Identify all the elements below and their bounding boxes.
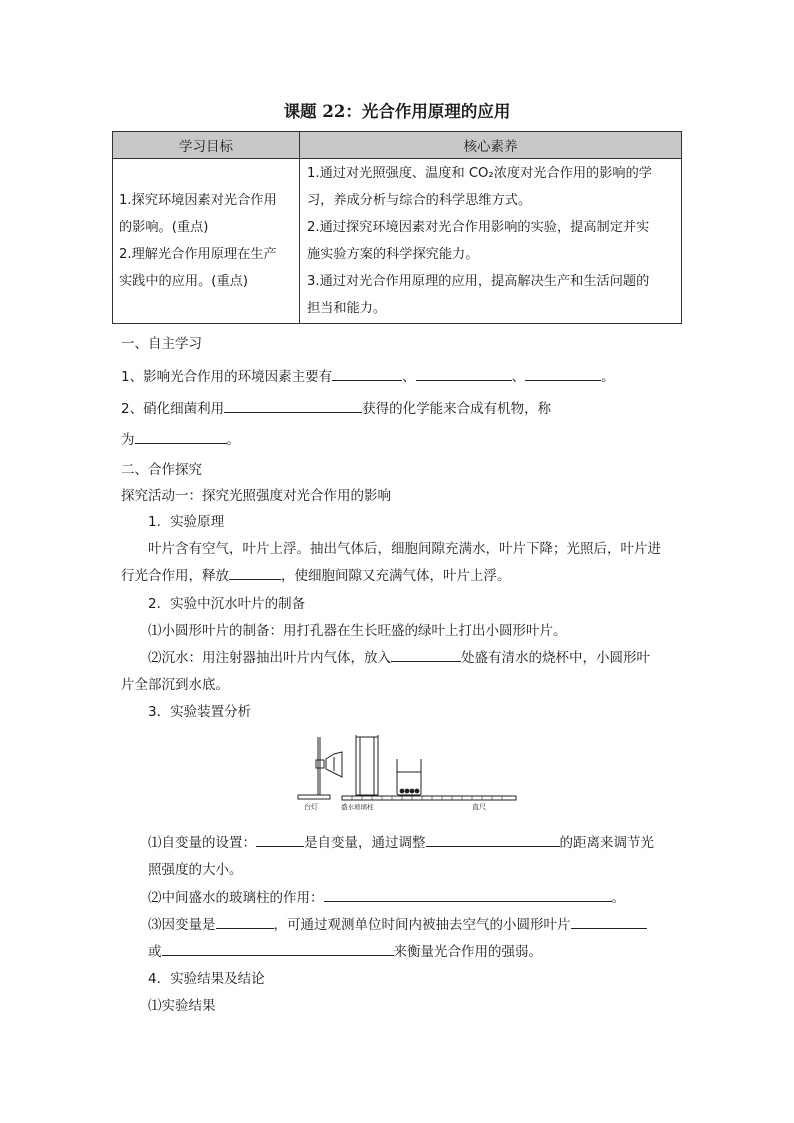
results-item-1: ⑴实验结果 [148, 998, 216, 1014]
question-text: ⑴自变量的设置： [148, 835, 256, 851]
answer-blank[interactable] [216, 914, 274, 929]
answer-blank[interactable] [224, 398, 362, 413]
question-text: 处盛有清水的烧杯中，小圆形叶 [461, 650, 650, 666]
core-literacy-cell [300, 159, 682, 324]
question-dependent-variable [148, 913, 647, 933]
ruler [342, 796, 516, 800]
leaf-prep-step-2-cont: 片全部沉到水底。 [121, 677, 229, 693]
goal-line: 实践中的应用。(重点) [119, 274, 248, 289]
period: 。 [611, 890, 625, 906]
question-text: ⑵中间盛水的玻璃柱的作用： [148, 890, 324, 906]
period: 。 [601, 369, 615, 385]
answer-blank[interactable] [256, 832, 304, 847]
question-text: ⑶因变量是 [148, 917, 216, 933]
question-1 [121, 365, 615, 385]
question-glass-column [148, 886, 625, 906]
goal-line: 2.理解光合作用原理在生产 [119, 247, 277, 262]
question-dependent-variable-cont [148, 940, 542, 960]
label-glass-column: 盛水玻璃柱 [341, 803, 374, 811]
question-independent-variable-cont: 照强度的大小。 [148, 862, 243, 878]
answer-blank[interactable] [135, 429, 227, 444]
question-text: 1、影响光合作用的环境因素主要有 [121, 369, 333, 385]
question-independent-variable [148, 831, 654, 851]
question-text: 是自变量，通过调整 [304, 835, 426, 851]
principle-line: 叶片含有空气，叶片上浮。抽出气体后，细胞间隙充满水，叶片下降；光照后，叶片进 [148, 541, 661, 557]
goal-line: 1.探究环境因素对光合作用 [119, 193, 277, 208]
header-core-literacy: 核心素养 [300, 132, 682, 159]
literacy-line: 3.通过对光合作用原理的应用，提高解决生产和生活问题的 [307, 274, 650, 289]
answer-blank[interactable] [391, 647, 461, 662]
answer-blank[interactable] [426, 832, 560, 847]
literacy-line: 1.通过对光照强度、温度和 CO₂浓度对光合作用的影响的学 [307, 166, 652, 181]
question-text: ，可通过观测单位时间内被抽去空气的小圆形叶片 [273, 917, 571, 933]
lamp-base [298, 795, 330, 799]
answer-blank[interactable] [571, 914, 647, 929]
answer-blank[interactable] [416, 366, 512, 381]
label-ruler: 直尺 [472, 803, 486, 811]
activity-title: 探究活动一：探究光照强度对光合作用的影响 [121, 488, 391, 504]
question-2 [121, 397, 551, 417]
section-heading-self-study: 一、自主学习 [121, 336, 202, 352]
section-heading-cooperative: 二、合作探究 [121, 462, 202, 478]
question-text: 或 [148, 944, 162, 960]
literacy-line: 施实验方案的科学探究能力。 [307, 247, 479, 262]
answer-blank[interactable] [229, 565, 281, 580]
answer-blank[interactable] [525, 366, 601, 381]
separator: 、 [511, 369, 526, 385]
question-text: 来衡量光合作用的强弱。 [393, 944, 542, 960]
subsection-principle: 1．实验原理 [148, 514, 225, 530]
glass-column [356, 737, 378, 795]
principle-line-2 [121, 564, 511, 584]
literacy-line: 2.通过探究环境因素对光合作用影响的实验，提高制定并实 [307, 220, 650, 235]
page-title: 课题 22：光合作用原理的应用 [283, 102, 511, 121]
label-lamp: 台灯 [304, 803, 318, 811]
question-text: ，使细胞间隙又充满气体，叶片上浮。 [281, 568, 511, 584]
subsection-results: 4．实验结果及结论 [148, 971, 265, 987]
answer-blank[interactable] [162, 941, 394, 956]
literacy-line: 担当和能力。 [307, 301, 387, 316]
leaf-disc [400, 789, 405, 794]
subsection-apparatus: 3．实验装置分析 [148, 704, 252, 720]
leaf-prep-step-1: ⑴小圆形叶片的制备：用打孔器在生长旺盛的绿叶上打出小圆形叶片。 [148, 623, 567, 639]
question-text: 为 [121, 432, 135, 448]
learning-goals-cell [113, 159, 300, 324]
answer-blank[interactable] [324, 887, 612, 902]
question-text: 的距离来调节光 [559, 835, 654, 851]
question-2-cont [121, 428, 240, 448]
question-text: 获得的化学能来合成有机物，称 [362, 401, 552, 417]
period: 。 [226, 432, 240, 448]
header-learning-goals: 学习目标 [113, 132, 300, 159]
apparatus-diagram [296, 735, 522, 815]
leaf-prep-step-2 [148, 646, 650, 666]
separator: 、 [402, 369, 416, 385]
question-text: 行光合作用，释放 [121, 568, 229, 584]
question-text: 2、硝化细菌利用 [121, 401, 225, 417]
literacy-line: 习，养成分析与综合的科学思维方式。 [307, 193, 532, 208]
answer-blank[interactable] [332, 366, 402, 381]
goal-line: 的影响。(重点) [119, 220, 209, 235]
goals-table [112, 131, 682, 324]
subsection-leaf-prep: 2．实验中沉水叶片的制备 [148, 596, 306, 612]
question-text: ⑵沉水：用注射器抽出叶片内气体，放入 [148, 650, 391, 666]
